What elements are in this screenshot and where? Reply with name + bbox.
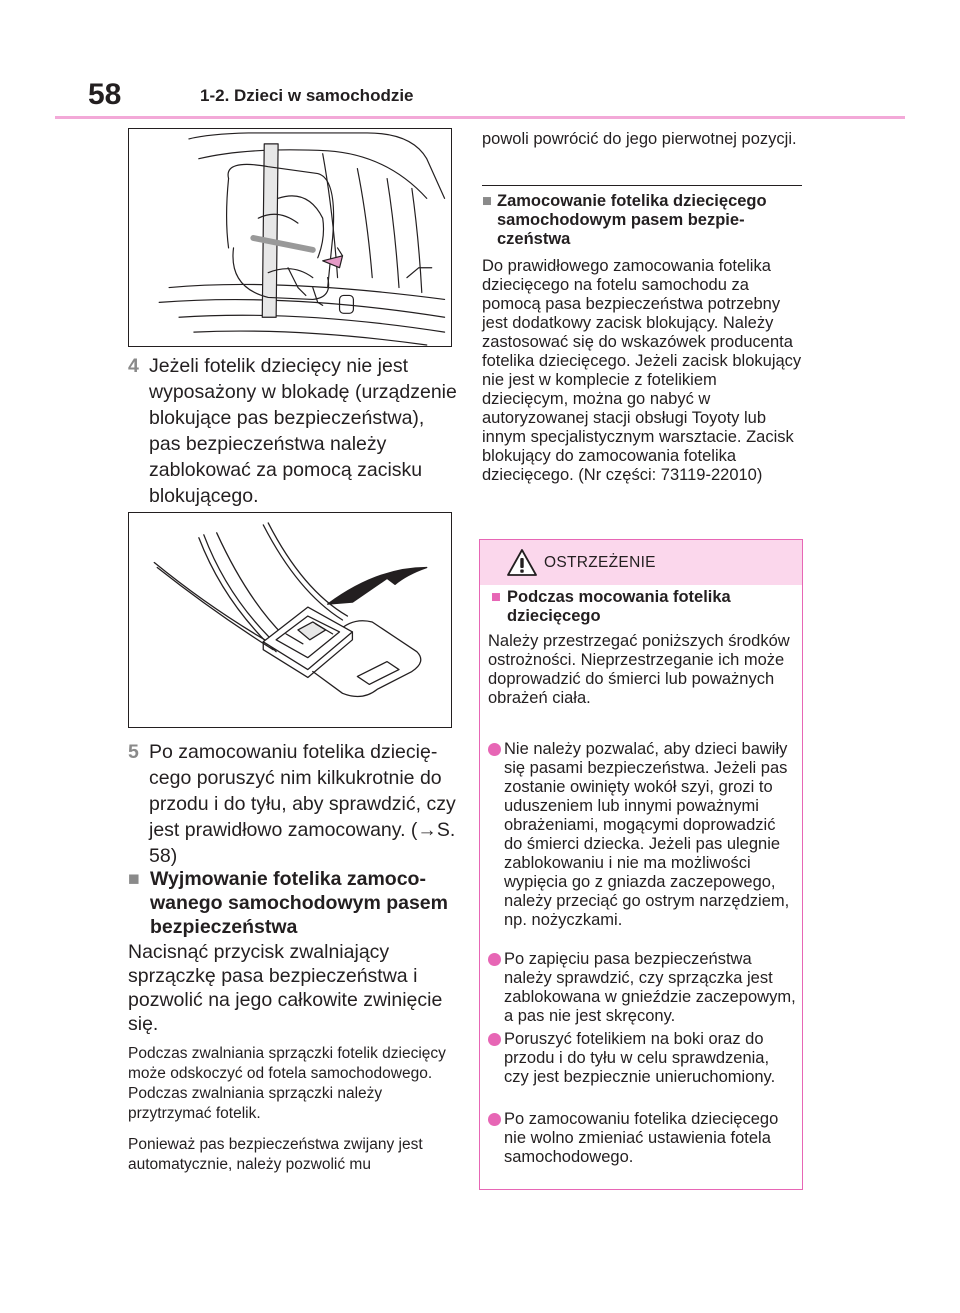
warning-title-bar xyxy=(480,540,802,585)
step-number: 5 xyxy=(128,741,139,763)
square-bullet-icon: ■ xyxy=(482,192,492,210)
page-number: 58 xyxy=(88,78,122,111)
square-bullet-icon: ■ xyxy=(128,868,140,890)
remove-note-2: Ponieważ pas bezpieczeństwa zwijany jest automatycznie, należy pozwolić mu xyxy=(128,1136,423,1173)
continuation-text: powoli powrócić do jego pierwotnej pozycji. xyxy=(482,130,797,148)
square-bullet-icon: ■ xyxy=(491,588,501,606)
bullet-text: Po zamocowaniu fotelika dziecięcego nie wolno zmieniać ustawienia fotela samochodowego. xyxy=(504,1110,779,1166)
lock-paragraph: Do prawidłowego zamocowania fotelika dziecięcego na fotelu samochodu za pomocą pasa bezpieczeństwa potrzebny jest dodatkowy zacisk blokujący. Należy zastosować się do wskazówek producenta fotelika dziecięcego. Jeżeli zacisk blokujący nie jest w komplecie z fotelikiem dziecięcym, można go nabyć w autoryzowanej stacji obsługi Toyoty lub innym specjalistycznym warsztacie. Zacisk blokujący do zamocowania fotelika dziecięcego. (Nr części: 73119-22010) xyxy=(482,257,802,484)
lock-heading xyxy=(482,192,802,249)
warning-box xyxy=(479,539,803,1190)
warning-bullet xyxy=(488,1030,798,1087)
section-title: 1-2. Dzieci w samochodzie xyxy=(200,86,414,105)
child-seat-illustration xyxy=(128,128,452,347)
remove-note-1: Podczas zwalniania sprzączki fotelik dziecięcy może odskoczyć od fotela samochodowego. Podczas zwalniania sprzączki należy przytrzymać fotelik. xyxy=(128,1045,446,1122)
bullet-dot-icon xyxy=(488,743,501,756)
warning-heading xyxy=(491,588,791,626)
warning-bullet xyxy=(488,740,798,930)
locking-clip-illustration xyxy=(128,512,452,728)
bullet-text: Nie należy pozwalać, aby dzieci bawiły się pasami bezpieczeństwa. Jeżeli pas zostanie owinięty wokół szyi, grozi to uduszeniem lub innymi poważnymi obrażeniami, mogącymi doprowadzić do śmierci dziecka. Jeżeli pas ulegnie zablokowaniu i nie ma możliwości wypięcia go z gniazda zaczepowego, należy przeciąć go ostrym narzędziem, np. nożyczkami. xyxy=(504,740,790,929)
warning-bullet xyxy=(488,1110,798,1167)
step-text: Po zamocowaniu fotelika dziecięcego poruszyć nim kilkukrotnie do przodu i do tyłu, aby sprawdzić, czy jest prawidłowo zamocowany. (→S. 58) xyxy=(149,741,456,867)
bullet-text: Poruszyć fotelikiem na boki oraz do przodu i do tyłu w celu sprawdzenia, czy jest bezpiecznie unieruchomiony. xyxy=(504,1030,776,1086)
bullet-dot-icon xyxy=(488,1113,501,1126)
header-rule xyxy=(55,116,905,119)
warning-title: OSTRZEŻENIE xyxy=(544,554,656,571)
heading-text: Podczas mocowania fotelika dziecięcego xyxy=(507,588,731,625)
step-4 xyxy=(128,353,458,509)
section-divider xyxy=(482,185,802,186)
warning-triangle-icon xyxy=(506,548,538,578)
remove-heading xyxy=(128,867,458,939)
step-text: Jeżeli fotelik dziecięcy nie jest wyposażony w blokadę (urządzenie blokujące pas bezpieczeństwa), pas bezpieczeństwa należy zablokować za pomocą zacisku blokującego. xyxy=(149,355,457,507)
warning-bullet xyxy=(488,950,798,1026)
heading-text: Zamocowanie fotelika dziecięcego samochodowym pasem bezpieczeństwa xyxy=(497,192,767,248)
warning-intro: Należy przestrzegać poniższych środków ostrożności. Nieprzestrzeganie ich może doprowadzić do śmierci lub poważnych obrażeń ciała. xyxy=(488,632,790,707)
heading-text: Wyjmowanie fotelika zamocowanego samochodowym pasem bezpieczeństwa xyxy=(150,868,448,938)
step-5 xyxy=(128,739,458,869)
bullet-dot-icon xyxy=(488,1033,501,1046)
bullet-text: Po zapięciu pasa bezpieczeństwa należy sprawdzić, czy sprzączka jest zablokowana w gnieździe zaczepowym, a pas nie jest skręcony. xyxy=(504,950,796,1025)
bullet-dot-icon xyxy=(488,953,501,966)
remove-paragraph: Nacisnąć przycisk zwalniający sprzączkę pasa bezpieczeństwa i pozwolić na jego całkowite zwinięcie się. xyxy=(128,941,443,1035)
step-number: 4 xyxy=(128,355,139,377)
